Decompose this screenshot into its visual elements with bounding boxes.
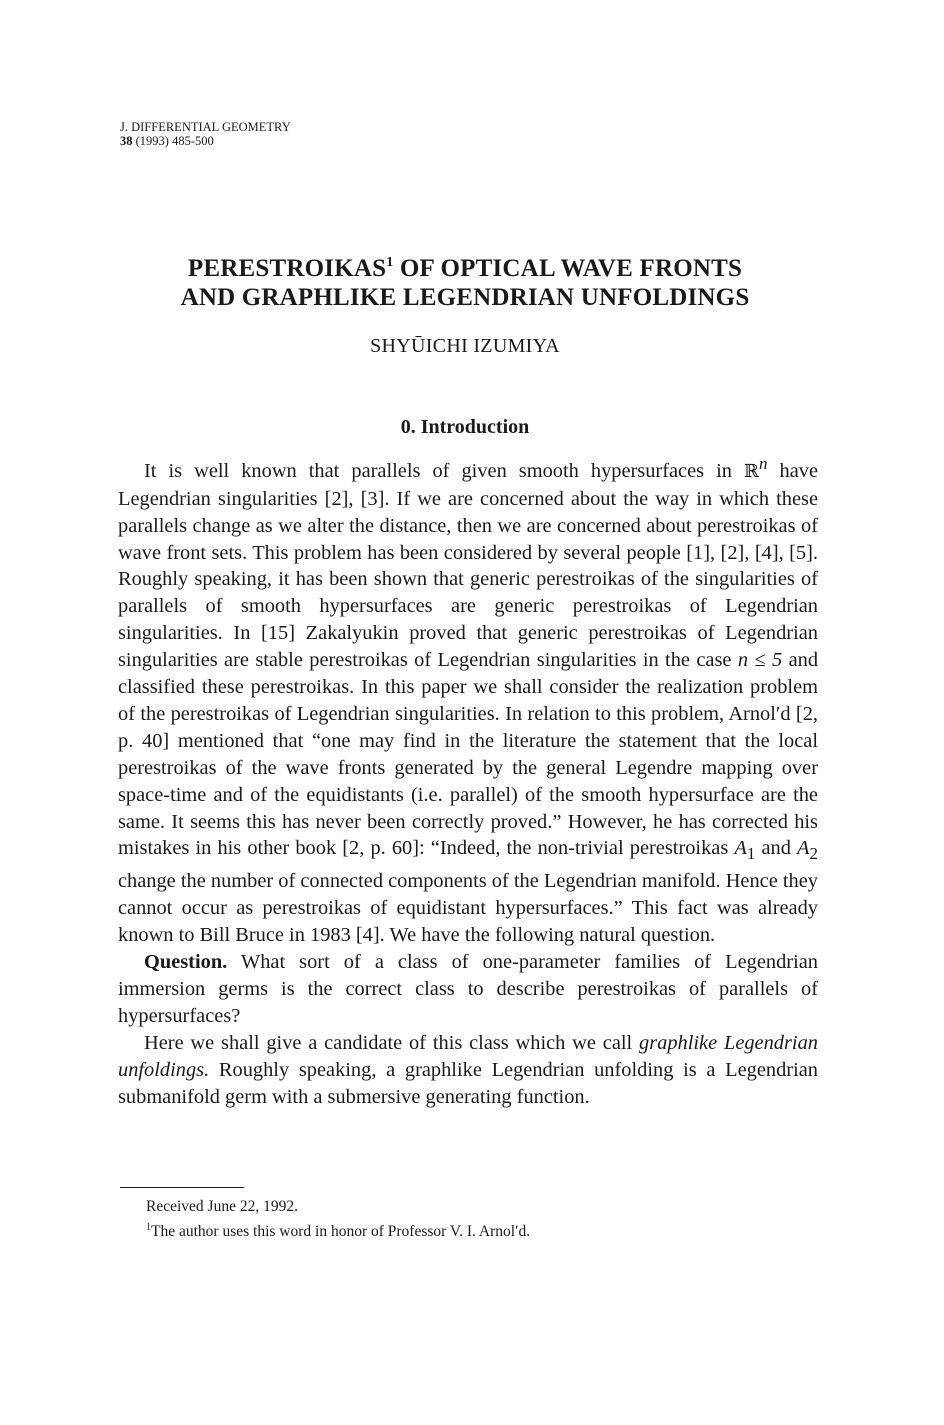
- title-line-2: AND GRAPHLIKE LEGENDRIAN UNFOLDINGS: [180, 284, 750, 311]
- exponent-n: n: [758, 454, 768, 473]
- author-name: SHYŪICHI IZUMIYA: [370, 335, 560, 357]
- question-text: What sort of a class of one-parameter families of Legendrian immersion germs is the correct class to describe perestroikas of parallels of hypersurfaces?: [118, 951, 818, 1027]
- p3-emphasis: graphlike Legendrian unfoldings.: [118, 1031, 818, 1081]
- footnote-1-text: The author uses this word in honor of Professor V. I. Arnol′d.: [151, 1223, 531, 1240]
- title-line-1-a: PERESTROIKAS: [187, 255, 387, 282]
- footnote-1: [120, 1217, 820, 1242]
- journal-volume: 38: [120, 134, 133, 148]
- footnote-1-mark: 1: [146, 1222, 151, 1233]
- journal-name: J. DIFFERENTIAL GEOMETRY: [120, 120, 291, 134]
- journal-header: [120, 120, 291, 148]
- journal-issue: (1993) 485-500: [135, 134, 214, 148]
- paragraph-3: [118, 1030, 818, 1111]
- subscript-1: 1: [746, 844, 756, 864]
- p3-text-1: Here we shall give a candidate of this class which we call: [144, 1031, 640, 1054]
- title-footnote-mark: 1: [386, 255, 394, 270]
- reals-symbol: ℝ: [744, 460, 759, 482]
- p1-text-4: change the number of connected components of the Legendrian manifold. Hence they cannot occur as perestroikas of equidistant hypersurfaces.” This fact was already known to Bill Bruce in 1983 [4]. We have the following natural question.: [118, 870, 818, 947]
- received-date: Received June 22, 1992.: [146, 1198, 298, 1215]
- body-text: [118, 451, 818, 1111]
- journal-volume-line: [120, 134, 291, 148]
- subscript-2: 2: [809, 844, 818, 864]
- question-lead: Question.: [144, 951, 228, 974]
- condition-math: n ≤ 5: [737, 649, 783, 672]
- p1-text-3: and classified these perestroikas. In this paper we shall consider the realization problem of the perestroikas of Legendrian singularities. In relation to this problem, Arnol′d [2, p. 40] mentioned that “one may find in the literature the statement that the local perestroikas of the wave fronts generated by the general Legendre mapping over space-time and of the equidistants (i.e. parallel) of the smooth hypersurface are the same. It seems this has never been correctly proved.” However, he has corrected his mistakes in his other book [2, p. 60]: “Indeed, the non-trivial perestroikas: [118, 649, 819, 860]
- math-a: A: [734, 837, 747, 860]
- p1-and: and: [755, 837, 798, 860]
- footnotes: [120, 1196, 820, 1242]
- paper-title: [100, 248, 830, 312]
- p1-text-1: It is well known that parallels of given smooth hypersurfaces in: [144, 459, 745, 482]
- p1-text-2: have Legendrian singularities [2], [3]. If we are concerned about the way in which these parallels change as we alter the distance, then we are concerned about perestroikas of wave front sets. This problem has been considered by several people [1], [2], [4], [5]. Roughly speaking, it has been shown that generic perestroikas of the singularities of parallels of smooth hypersurfaces are generic perestroikas of Legendrian singularities. In [15] Zakalyukin proved that generic perestroikas of Legendrian singularities are stable perestroikas of Legendrian singularities in the case: [118, 459, 819, 672]
- footnote-rule: [120, 1187, 244, 1188]
- paragraph-question: [118, 949, 818, 1030]
- section-heading: 0. Introduction: [400, 416, 530, 438]
- title-line-1-b: OF OPTICAL WAVE FRONTS: [393, 255, 743, 282]
- paragraph-1: [118, 451, 818, 949]
- title-line-1: [100, 248, 830, 283]
- p3-text-2: Roughly speaking, a graphlike Legendrian unfolding is a Legendrian submanifold germ with a submersive generating function.: [118, 1058, 818, 1108]
- math-a-2: A: [797, 837, 810, 860]
